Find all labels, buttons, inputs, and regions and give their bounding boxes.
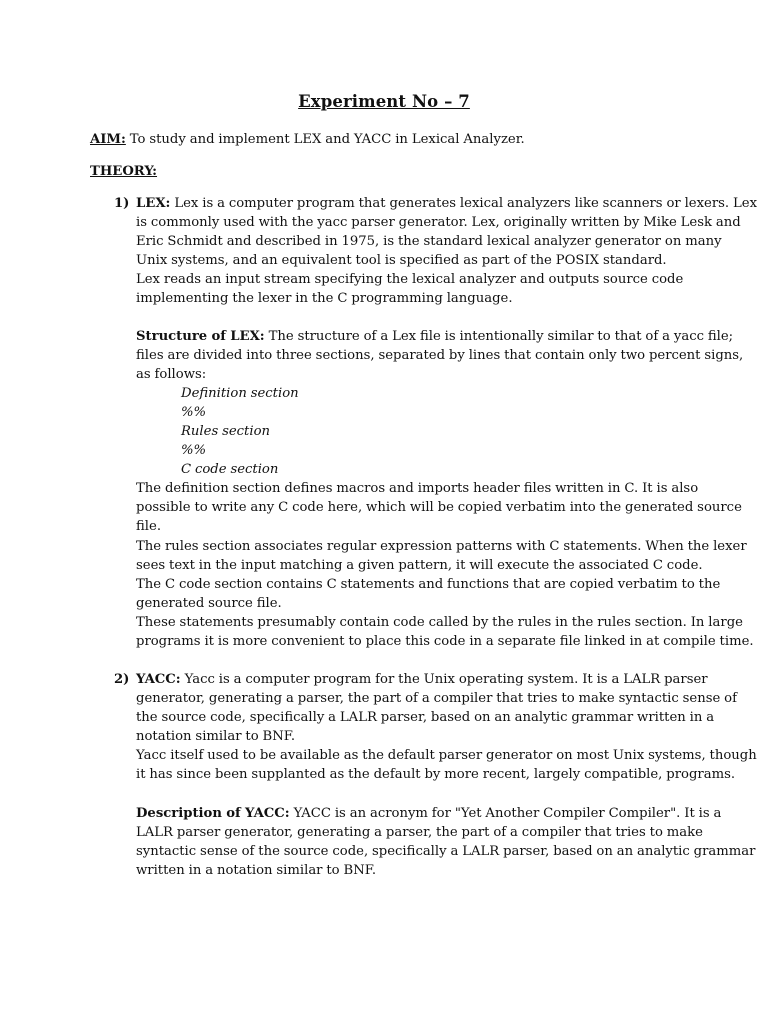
lex-after-line: The C code section contains C statements and functions that are copied verbatim to the xyxy=(136,577,721,592)
aim-text: To study and implement LEX and YACC in Lexical Analyzer. xyxy=(125,132,525,147)
lex-line: Lex reads an input stream specifying the lexical analyzer and outputs source code xyxy=(136,272,684,287)
yacc-number: 2) xyxy=(114,672,130,687)
lex-number: 1) xyxy=(114,196,130,211)
yacc-line: it has since been supplanted as the default by more recent, largely compatible, programs. xyxy=(136,767,736,782)
aim-line xyxy=(90,130,525,149)
yacc-line: Yacc itself used to be available as the default parser generator on most Unix systems, though xyxy=(136,748,757,763)
lex-structure-line: as follows: xyxy=(136,367,207,382)
lex-after-line: The rules section associates regular expression patterns with C statements. When the lexer xyxy=(136,539,747,554)
lex-section-item: Rules section xyxy=(181,424,271,439)
yacc-line: notation similar to BNF. xyxy=(136,729,296,744)
lex-structure-heading: Structure of LEX: xyxy=(136,329,265,344)
lex-line: Eric Schmidt and described in 1975, is the standard lexical analyzer generator on many xyxy=(136,234,722,249)
yacc-line: the source code, specifically a LALR parser, based on an analytic grammar written in a xyxy=(136,710,715,725)
yacc-description-line: LALR parser generator, generating a parser, the part of a compiler that tries to make xyxy=(136,825,703,840)
lex-after-line: The definition section defines macros and imports header files written in C. It is also xyxy=(136,481,699,496)
yacc-heading: YACC: xyxy=(136,672,181,687)
lex-after-line: programs it is more convenient to place this code in a separate file linked in at compile time. xyxy=(136,634,754,649)
aim-label: AIM: xyxy=(90,132,126,147)
lex-line: Unix systems, and an equivalent tool is specified as part of the POSIX standard. xyxy=(136,253,667,268)
lex-structure-line: files are divided into three sections, separated by lines that contain only two percent signs, xyxy=(136,348,744,363)
yacc-line: YACC: Yacc is a computer program for the Unix operating system. It is a LALR parser xyxy=(136,672,708,687)
lex-after-line: possible to write any C code here, which will be copied verbatim into the generated source xyxy=(136,500,742,515)
yacc-description-line: Description of YACC: YACC is an acronym for "Yet Another Compiler Compiler". It is a xyxy=(136,806,722,821)
lex-line: implementing the lexer in the C programming language. xyxy=(136,291,513,306)
lex-after-line: sees text in the input matching a given pattern, it will execute the associated C code. xyxy=(136,558,703,573)
lex-after-line: file. xyxy=(136,519,162,534)
lex-section-item: Definition section xyxy=(181,386,299,401)
lex-heading: LEX: xyxy=(136,196,171,211)
yacc-line: generator, generating a parser, the part of a compiler that tries to make syntactic sense of xyxy=(136,691,737,706)
theory-heading: THEORY: xyxy=(90,164,158,179)
lex-section-item: %% xyxy=(181,405,207,420)
lex-after-line: These statements presumably contain code called by the rules in the rules section. In large xyxy=(136,615,743,630)
yacc-description-line: syntactic sense of the source code, specifically a LALR parser, based on an analytic grammar xyxy=(136,844,756,859)
lex-after-line: generated source file. xyxy=(136,596,282,611)
lex-section-item: %% xyxy=(181,443,207,458)
yacc-description-line: written in a notation similar to BNF. xyxy=(136,863,377,878)
lex-structure-line: Structure of LEX: The structure of a Lex file is intentionally similar to that of a yacc file; xyxy=(136,329,734,344)
lex-line: is commonly used with the yacc parser generator. Lex, originally written by Mike Lesk and xyxy=(136,215,741,230)
yacc-description-heading: Description of YACC: xyxy=(136,806,290,821)
page-title: Experiment No – 7 xyxy=(298,92,470,111)
lex-line: LEX: Lex is a computer program that generates lexical analyzers like scanners or lexers. Lex xyxy=(136,196,758,211)
lex-section-item: C code section xyxy=(181,462,279,477)
